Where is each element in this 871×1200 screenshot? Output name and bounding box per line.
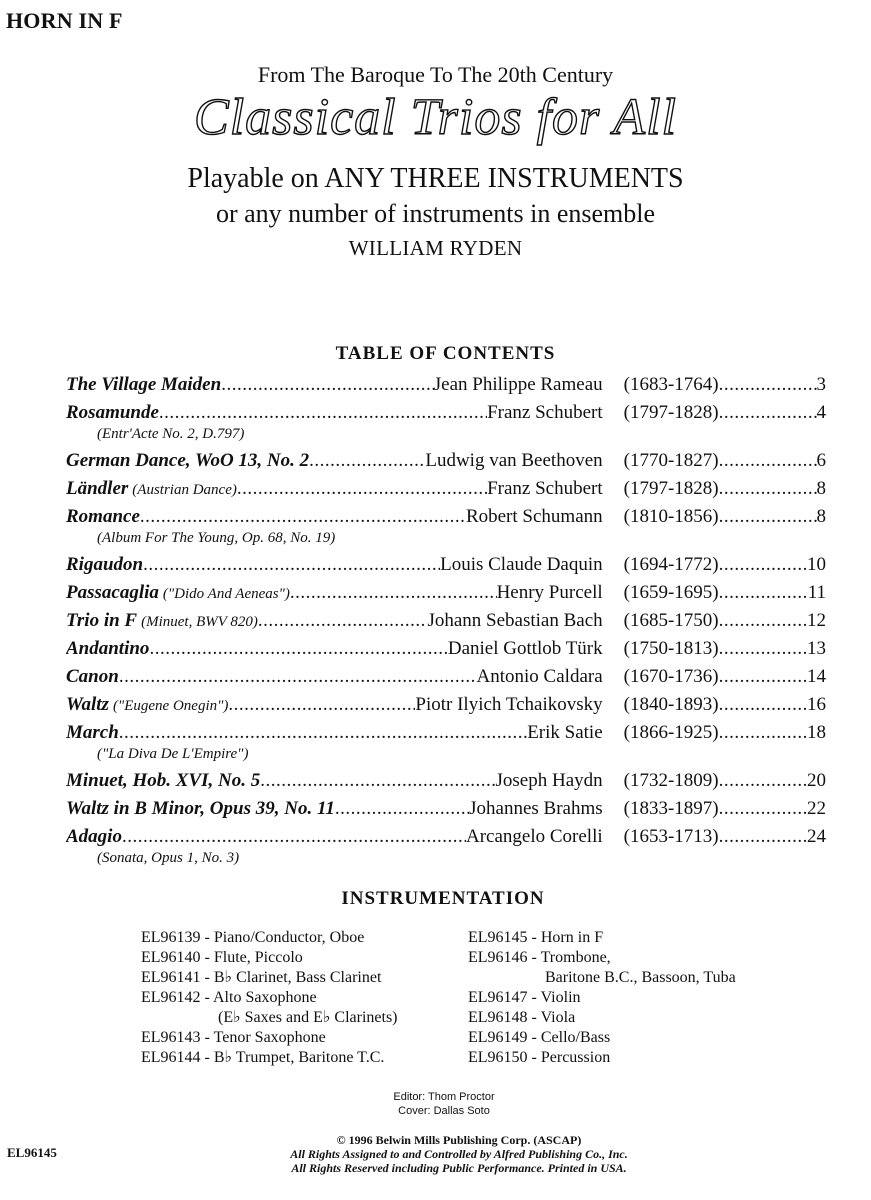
rights-assigned-line: All Rights Assigned to and Controlled by Alfred Publishing Co., Inc. — [290, 1147, 628, 1161]
dot-leader — [143, 554, 440, 576]
toc-entry-line — [66, 554, 826, 582]
copyright-line: © 1996 Belwin Mills Publishing Corp. (ASCAP) — [336, 1133, 582, 1147]
composer-dates: (1694-1772) — [623, 554, 719, 575]
toc-entry-left — [66, 506, 603, 528]
part-label: HORN IN F — [6, 8, 123, 33]
toc-entry-line — [66, 450, 826, 478]
toc-entry — [66, 374, 826, 402]
instrument-part: Baritone B.C., Bassoon, Tuba — [545, 969, 736, 986]
piece-title: Ländler — [66, 478, 129, 499]
toc-entry-line — [66, 374, 826, 402]
toc-entry-right — [624, 554, 826, 576]
composer-dates: (1810-1856) — [623, 506, 719, 527]
toc-entry-line — [66, 478, 826, 506]
page-number: 11 — [807, 582, 826, 603]
instrument-part: EL96143 - Tenor Saxophone — [141, 1029, 326, 1046]
toc-entry-line — [66, 770, 826, 798]
composer-name: Franz Schubert — [487, 478, 603, 499]
instrument-part: (E♭ Saxes and E♭ Clarinets) — [218, 1009, 398, 1026]
catalog-number: EL96145 — [7, 1145, 57, 1160]
dot-leader — [237, 478, 487, 500]
dot-leader — [719, 374, 817, 396]
dot-leader — [309, 450, 425, 472]
instrument-part: EL96150 - Percussion — [468, 1049, 611, 1066]
toc-entry-left — [66, 638, 603, 660]
piece-title: Rigaudon — [66, 554, 144, 575]
dot-leader — [258, 610, 428, 632]
toc-entry-right — [624, 450, 826, 472]
composer-dates: (1685-1750) — [623, 610, 719, 631]
toc-entry-left — [66, 826, 603, 848]
page-number: 4 — [816, 402, 826, 423]
page-number: 22 — [807, 798, 826, 819]
page-number: 8 — [816, 506, 826, 527]
piece-subtitle: (Entr'Acte No. 2, D.797) — [97, 426, 245, 442]
toc-entry-left — [66, 374, 603, 396]
dot-leader — [719, 666, 807, 688]
dot-leader — [719, 554, 807, 576]
instrument-part: EL96141 - B♭ Clarinet, Bass Clarinet — [141, 969, 382, 986]
dot-leader — [719, 722, 807, 744]
toc-entry-left — [66, 478, 603, 500]
composer-name: Jean Philippe Rameau — [433, 374, 603, 395]
toc-entry-line — [66, 694, 826, 722]
toc-entry — [66, 722, 826, 770]
piece-title: Minuet, Hob. XVI, No. 5 — [66, 770, 261, 791]
toc-entry-right — [624, 374, 826, 396]
author-name: WILLIAM RYDEN — [348, 236, 523, 260]
toc-entry-right — [624, 478, 826, 500]
dot-leader — [719, 798, 807, 820]
toc-entry-line — [66, 638, 826, 666]
page-number: 12 — [807, 610, 826, 631]
piece-title: German Dance, WoO 13, No. 2 — [66, 450, 310, 471]
composer-name: Franz Schubert — [487, 402, 603, 423]
toc-entry-left — [66, 554, 603, 576]
composer-name: Arcangelo Corelli — [465, 826, 603, 847]
piece-title: Rosamunde — [66, 402, 159, 423]
toc-entry-left — [66, 582, 603, 604]
dot-leader — [719, 770, 807, 792]
piece-title: Romance — [66, 506, 140, 527]
toc-entry-left — [66, 666, 603, 688]
toc-entry-left — [66, 450, 603, 472]
dot-leader — [290, 582, 497, 604]
toc-entry — [66, 694, 826, 722]
instrument-part: EL96148 - Viola — [468, 1009, 576, 1026]
piece-title: Andantino — [66, 638, 150, 659]
piece-note: (Minuet, BWV 820) — [141, 614, 258, 630]
toc-entry-right — [624, 770, 826, 792]
dot-leader — [719, 402, 817, 424]
toc-entry-right — [624, 826, 826, 848]
toc-entry-left — [66, 798, 603, 820]
instrument-part: EL96147 - Violin — [468, 989, 581, 1006]
dot-leader — [140, 506, 466, 528]
toc-entry-left — [66, 694, 603, 716]
page-number: 24 — [807, 826, 826, 847]
page-number: 18 — [807, 722, 826, 743]
dot-leader — [119, 666, 477, 688]
toc-entry-line — [66, 582, 826, 610]
toc-entry-right — [624, 798, 826, 820]
piece-title: Trio in F — [66, 610, 138, 631]
dot-leader — [719, 478, 817, 500]
dot-leader — [260, 770, 495, 792]
page-number: 10 — [807, 554, 826, 575]
book-title: Classical Trios for All — [194, 89, 677, 146]
toc-entry — [66, 770, 826, 798]
piece-title: Waltz in B Minor, Opus 39, No. 11 — [66, 798, 335, 819]
piece-note: ("Dido And Aeneas") — [162, 586, 290, 602]
dot-leader — [719, 506, 817, 528]
dot-leader — [228, 694, 415, 716]
instrumentation-heading: INSTRUMENTATION — [341, 888, 545, 909]
piece-title: The Village Maiden — [66, 374, 222, 395]
instrument-part: EL96139 - Piano/Conductor, Oboe — [141, 929, 365, 946]
instrument-part: EL96149 - Cello/Bass — [468, 1029, 611, 1046]
composer-name: Daniel Gottlob Türk — [447, 638, 603, 659]
instrument-part: EL96146 - Trombone, — [468, 949, 611, 966]
toc-entry-left — [66, 402, 603, 424]
toc-entry-left — [66, 770, 603, 792]
dot-leader — [335, 798, 469, 820]
instrumentation-list-left — [141, 928, 398, 1068]
page-number: 6 — [816, 450, 826, 471]
piece-title: March — [66, 722, 119, 743]
page-number: 16 — [807, 694, 826, 715]
page-number: 20 — [807, 770, 826, 791]
toc-entry — [66, 450, 826, 478]
toc-entry-right — [624, 666, 826, 688]
composer-name: Antonio Caldara — [476, 666, 603, 687]
piece-title: Canon — [66, 666, 119, 687]
instrument-part: EL96145 - Horn in F — [468, 929, 604, 946]
page-number: 8 — [816, 478, 826, 499]
dot-leader — [159, 402, 487, 424]
composer-dates: (1670-1736) — [623, 666, 719, 687]
piece-note: ("Eugene Onegin") — [112, 698, 229, 714]
piece-subtitle: ("La Diva De L'Empire") — [97, 746, 249, 762]
composer-dates: (1750-1813) — [623, 638, 719, 659]
ensemble-line: or any number of instruments in ensemble — [215, 199, 656, 228]
instrumentation-list-right — [468, 928, 736, 1068]
composer-name: Henry Purcell — [496, 582, 603, 603]
toc-entry — [66, 402, 826, 450]
composer-name: Joseph Haydn — [495, 770, 603, 791]
dot-leader — [119, 722, 527, 744]
toc-entry — [66, 506, 826, 554]
toc-entry — [66, 554, 826, 582]
instrument-part: EL96142 - Alto Saxophone — [141, 989, 317, 1006]
composer-dates: (1797-1828) — [623, 402, 719, 423]
toc-entry — [66, 610, 826, 638]
dot-leader — [719, 450, 817, 472]
composer-name: Johann Sebastian Bach — [427, 610, 603, 631]
toc-entry — [66, 582, 826, 610]
toc-entry-left — [66, 722, 603, 744]
piece-title: Adagio — [66, 826, 122, 847]
cover-credit: Cover: Dallas Soto — [398, 1105, 490, 1117]
page-number: 13 — [807, 638, 826, 659]
toc-entry — [66, 826, 826, 874]
composer-name: Ludwig van Beethoven — [425, 450, 603, 471]
toc-entry-right — [624, 722, 826, 744]
toc-entry-line — [66, 798, 826, 826]
dot-leader — [122, 826, 466, 848]
toc-entry-right — [624, 506, 826, 528]
toc-entry — [66, 478, 826, 506]
piece-subtitle: (Album For The Young, Op. 68, No. 19) — [97, 530, 336, 546]
dot-leader — [719, 582, 808, 604]
piece-note: (Austrian Dance) — [132, 482, 237, 498]
toc-entry — [66, 666, 826, 694]
rights-reserved-line: All Rights Reserved including Public Performance. Printed in USA. — [291, 1161, 627, 1175]
composer-name: Johannes Brahms — [469, 798, 603, 819]
instrument-part: EL96140 - Flute, Piccolo — [141, 949, 303, 966]
toc-entry-right — [624, 638, 826, 660]
composer-dates: (1653-1713) — [623, 826, 719, 847]
piece-title: Waltz — [66, 694, 109, 715]
composer-name: Piotr Ilyich Tchaikovsky — [415, 694, 603, 715]
composer-name: Erik Satie — [527, 722, 603, 743]
toc-entry-right — [624, 402, 826, 424]
page-number: 14 — [807, 666, 826, 687]
composer-dates: (1659-1695) — [623, 582, 719, 603]
composer-name: Robert Schumann — [465, 506, 603, 527]
series-subtitle: From The Baroque To The 20th Century — [257, 62, 614, 87]
dot-leader — [149, 638, 447, 660]
composer-dates: (1833-1897) — [623, 798, 719, 819]
composer-dates: (1866-1925) — [623, 722, 719, 743]
toc-entry-right — [624, 610, 826, 632]
toc-entry-line — [66, 610, 826, 638]
editor-credit: Editor: Thom Proctor — [393, 1091, 495, 1103]
toc-entry — [66, 798, 826, 826]
piece-subtitle: (Sonata, Opus 1, No. 3) — [97, 850, 240, 866]
composer-dates: (1732-1809) — [623, 770, 719, 791]
dot-leader — [719, 694, 807, 716]
composer-name: Louis Claude Daquin — [440, 554, 603, 575]
toc-entry-line — [66, 666, 826, 694]
dot-leader — [221, 374, 434, 396]
dot-leader — [719, 610, 807, 632]
dot-leader — [719, 826, 807, 848]
composer-dates: (1683-1764) — [623, 374, 719, 395]
composer-dates: (1770-1827) — [623, 450, 719, 471]
toc-entry-right — [624, 694, 826, 716]
composer-dates: (1840-1893) — [623, 694, 719, 715]
toc-entry — [66, 638, 826, 666]
toc-heading: TABLE OF CONTENTS — [335, 343, 556, 364]
composer-dates: (1797-1828) — [623, 478, 719, 499]
dot-leader — [719, 638, 807, 660]
instrument-part: EL96144 - B♭ Trumpet, Baritone T.C. — [141, 1049, 385, 1066]
toc-entry-right — [624, 582, 826, 604]
table-of-contents — [66, 374, 826, 874]
playable-line: Playable on ANY THREE INSTRUMENTS — [187, 163, 684, 194]
piece-title: Passacaglia — [66, 582, 159, 603]
toc-entry-left — [66, 610, 603, 632]
page-number: 3 — [816, 374, 826, 395]
